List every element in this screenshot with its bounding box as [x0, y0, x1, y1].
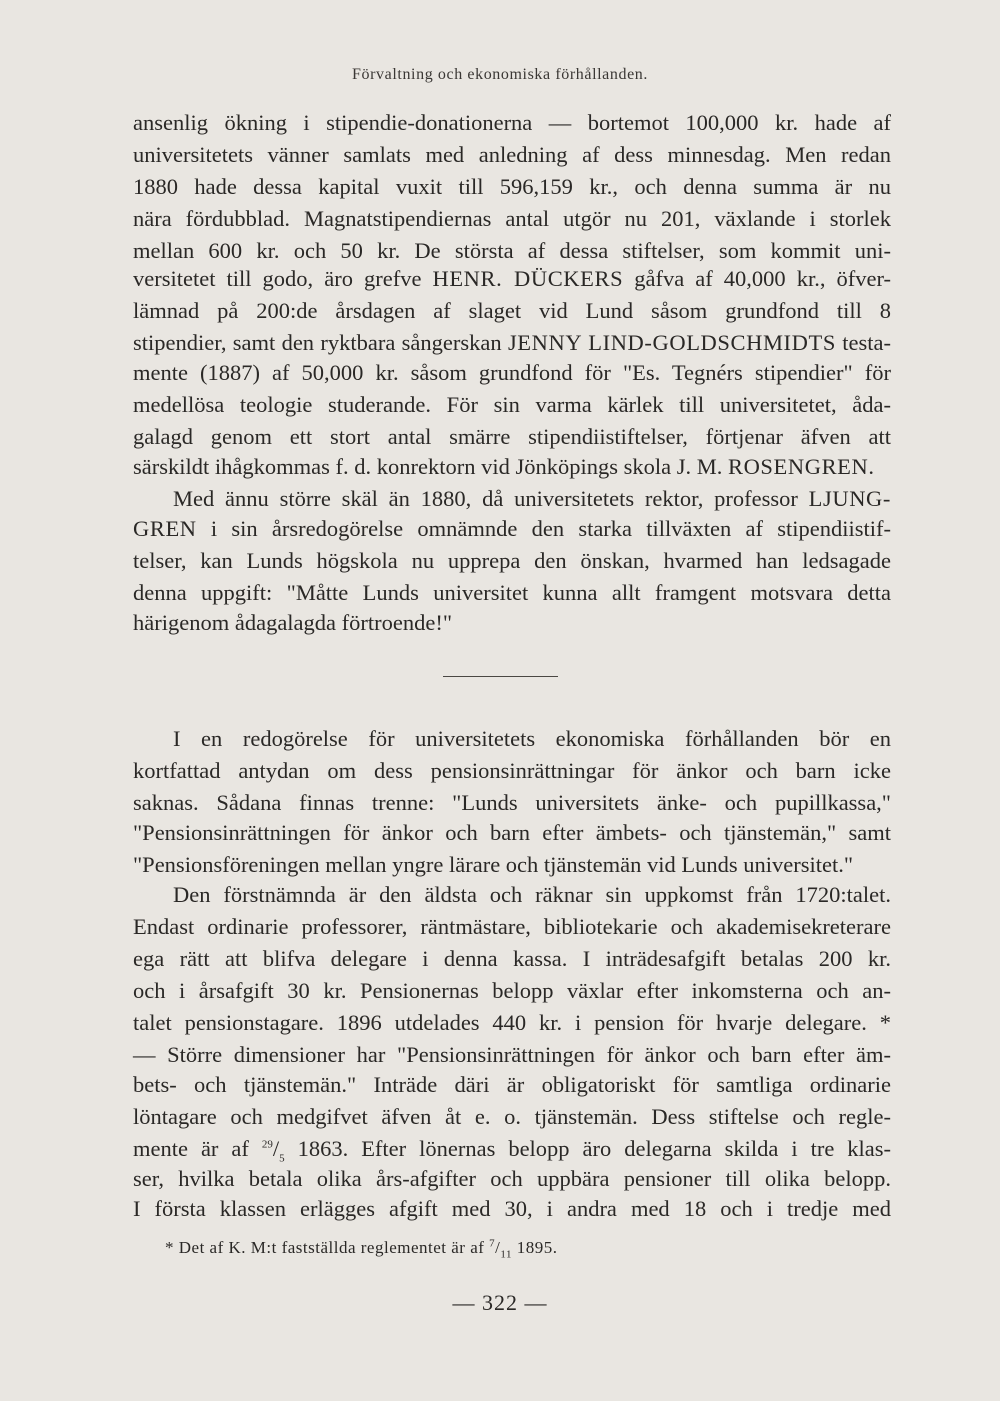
date-month: 5	[279, 1152, 285, 1165]
text-run: gåfva af 40,000 kr., öfver-	[623, 266, 891, 291]
section-divider	[443, 676, 558, 677]
text-run: i sin årsredogörelse omnämnde den starka tillväxten af stipendiistif-	[196, 516, 891, 541]
date-day: 29	[261, 1138, 273, 1151]
text-line: Den förstnämnda är den äldsta och räknar sin uppkomst från 1720:talet.	[173, 882, 891, 907]
text-line	[133, 452, 891, 482]
text-line: mente (1887) af 50,000 kr. såsom grundfond för "Es. Tegnérs stipendier" för	[133, 360, 891, 385]
text-line: denna uppgift: "Måtte Lunds universitet kunna allt framgent motsvara detta	[133, 580, 891, 605]
text-run: .	[868, 454, 875, 479]
running-head: Förvaltning och ekonomiska förhållanden.	[352, 66, 648, 83]
text-run: stipendier, samt den ryktbara sångerskan	[133, 330, 508, 355]
footnote-month: 11	[500, 1248, 512, 1261]
text-line: telser, kan Lunds högskola nu upprepa den önskan, hvarmed han ledsagade	[133, 548, 891, 573]
text-line: saknas. Sådana finnas trenne: "Lunds universitets änke- och pupillkassa,"	[133, 790, 891, 815]
text-line: nära fördubblad. Magnatstipendiernas antal utgör nu 201, växlande i storlek	[133, 206, 891, 231]
text-run: särskildt ihågkommas f. d. konrektorn vid Jönköpings skola J. M.	[133, 454, 728, 479]
text-line: "Pensionsinrättningen för änkor och barn efter ämbets- och tjänstemän," samt	[133, 820, 891, 845]
footnote: * Det af K. M:t fastställda reglementet är af $^7/_{11}$ 1895.	[165, 1237, 558, 1261]
text-line: "Pensionsföreningen mellan yngre lärare och tjänstemän vid Lunds universitet."	[133, 852, 854, 877]
person-name: JENNY LIND-GOLDSCHMIDTS	[507, 330, 836, 355]
text-line: 1880 hade dessa kapital vuxit till 596,159 kr., och denna summa är nu	[133, 174, 891, 199]
text-line: och i årsafgift 30 kr. Pensionernas belopp växlar efter inkomsterna och an-	[133, 978, 891, 1003]
text-line: Endast ordinarie professorer, räntmästare, bibliotekarie och akademisekreterare	[133, 914, 891, 939]
text-line: I första klassen erlägges afgift med 30, i andra med 18 och i tredje med	[133, 1196, 891, 1221]
page-number: — 322 —	[452, 1290, 548, 1315]
text-line: härigenom ådagalagda förtroende!"	[133, 610, 453, 635]
text-line: kortfattad antydan om dess pensionsinrättningar för änkor och barn icke	[133, 758, 891, 783]
text-line: talet pensionstagare. 1896 utdelades 440 kr. i pension för hvarje delegare. *	[133, 1010, 891, 1035]
text-run: testa-	[835, 330, 892, 355]
text-line: ser, hvilka betala olika års-afgifter och uppbära pensioner till olika belopp.	[133, 1166, 891, 1191]
footnote-day: 7	[489, 1237, 496, 1250]
text-line: I en redogörelse för universitetets ekonomiska förhållanden bör en	[173, 726, 891, 751]
text-line	[133, 264, 891, 294]
text-line: galagd genom ett stort antal smärre stipendiistiftelser, förtjenar äfven att	[133, 424, 891, 449]
text-run: mente är af	[133, 1136, 262, 1161]
text-run: versitetet till godo, äro grefve	[133, 266, 433, 291]
person-name: HENR. DÜCKERS	[432, 266, 624, 291]
person-name: GREN	[133, 516, 197, 541]
person-name: ROSENGREN	[727, 454, 869, 479]
text-line: medellösa teologie studerande. För sin varma kärlek till universitetet, åda-	[133, 392, 891, 417]
text-line	[133, 514, 891, 544]
text-line	[173, 484, 891, 514]
text-line: lämnad på 200:de årsdagen af slaget vid Lund såsom grundfond till 8	[133, 298, 891, 323]
text-line	[133, 328, 891, 358]
text-line: — Större dimensioner har "Pensionsinrättningen för änkor och barn efter äm-	[133, 1042, 891, 1067]
footnote-text: * Det af K. M:t fastställda reglementet är af	[165, 1238, 490, 1257]
text-run: Med ännu större skäl än 1880, då universitetets rektor, professor	[173, 486, 809, 511]
text-line: universitetets vänner samlats med anledning af dess minnesdag. Men redan	[133, 142, 891, 167]
person-name: LJUNG-	[808, 486, 891, 511]
text-line: ega rätt att blifva delegare i denna kassa. I inträdesafgift betalas 200 kr.	[133, 946, 891, 971]
text-line: ansenlig ökning i stipendie-donationerna — bortemot 100,000 kr. hade af	[133, 110, 891, 135]
text-line: mellan 600 kr. och 50 kr. De största af dessa stiftelser, som kommit uni-	[133, 238, 891, 263]
footnote-year: 1895.	[512, 1238, 558, 1257]
text-line: löntagare och medgifvet äfven åt e. o. tjänstemän. Dess stiftelse och regle-	[133, 1104, 891, 1129]
text-run: 1863. Efter lönernas belopp äro delegarna skilda i tre klas-	[284, 1136, 892, 1161]
text-line: mente är af $^{29}/_5$ 1863. Efter lönernas belopp äro delegarna skilda i tre klas-	[133, 1136, 892, 1165]
text-line: bets- och tjänstemän." Inträde däri är obligatoriskt för samtliga ordinarie	[133, 1072, 891, 1097]
